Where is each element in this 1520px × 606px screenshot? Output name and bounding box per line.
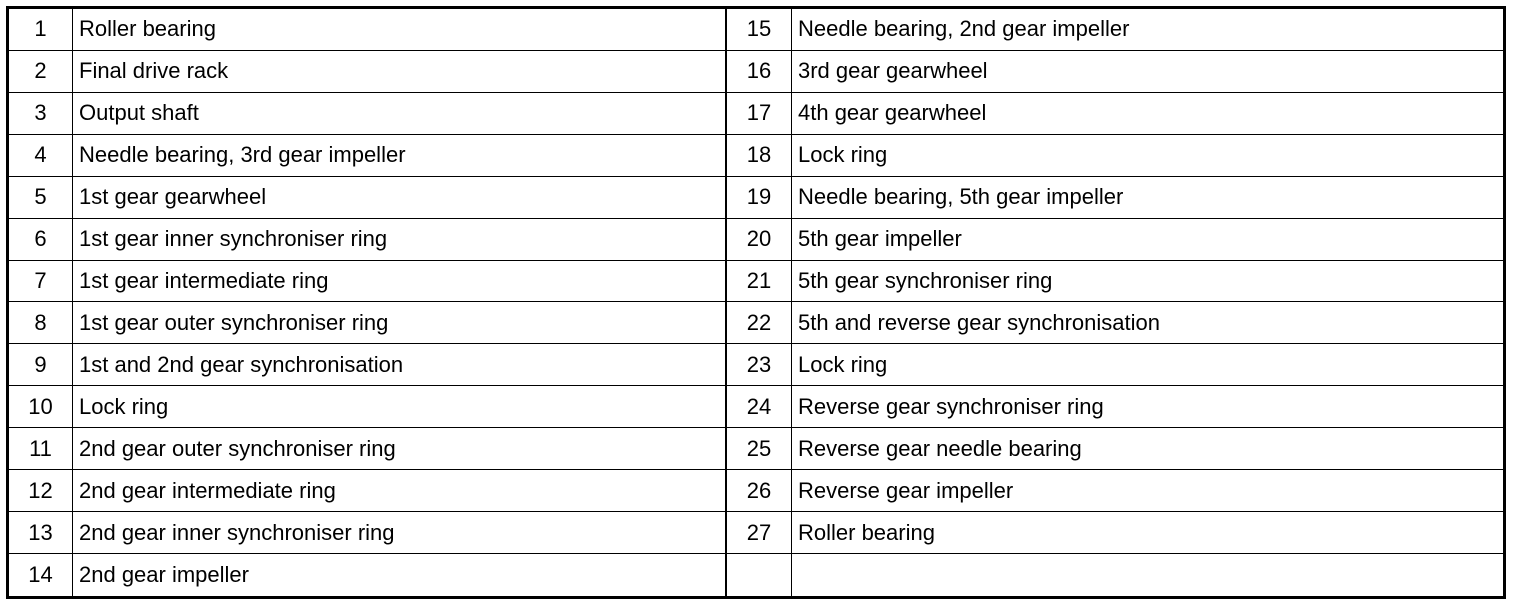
part-number [727,554,792,596]
part-number: 11 [9,428,73,469]
part-name: 5th and reverse gear synchronisation [798,309,1160,335]
part-number: 3 [9,93,73,134]
legend-left-column [9,9,727,596]
part-number: 10 [9,386,73,427]
part-name: 5th gear synchroniser ring [798,268,1053,294]
table-row [727,344,1503,386]
part-number: 27 [727,512,792,553]
table-row [9,51,725,93]
part-name: Needle bearing, 5th gear impeller [798,184,1124,210]
table-row [727,51,1503,93]
table-row [727,302,1503,344]
part-name: 1st and 2nd gear synchronisation [79,351,404,377]
table-row [9,177,725,219]
part-number: 23 [727,344,792,385]
table-row [9,428,725,470]
table-row [9,135,725,177]
part-number: 7 [9,261,73,302]
part-name: Needle bearing, 2nd gear impeller [798,16,1130,42]
table-row [9,9,725,51]
part-name: 5th gear impeller [798,226,962,252]
part-number: 19 [727,177,792,218]
table-row [9,386,725,428]
part-number: 20 [727,219,792,260]
part-number: 1 [9,9,73,50]
table-row [9,261,725,303]
part-name: Needle bearing, 3rd gear impeller [79,142,406,168]
table-row [727,470,1503,512]
part-name: Reverse gear synchroniser ring [798,393,1104,419]
table-row [9,344,725,386]
part-number: 16 [727,51,792,92]
part-name: Roller bearing [79,16,216,42]
parts-legend-table [6,6,1506,599]
part-number: 13 [9,512,73,553]
table-row [727,386,1503,428]
part-name: Lock ring [798,142,888,168]
part-number: 17 [727,93,792,134]
part-number: 21 [727,261,792,302]
table-row [9,470,725,512]
empty-table-row [727,554,1503,596]
part-number: 6 [9,219,73,260]
part-number: 24 [727,386,792,427]
part-name: 1st gear intermediate ring [79,268,329,294]
table-row [727,177,1503,219]
part-number: 15 [727,9,792,50]
part-name: 2nd gear outer synchroniser ring [79,435,396,461]
part-name: 2nd gear impeller [79,562,249,588]
part-number: 8 [9,302,73,343]
part-number: 25 [727,428,792,469]
table-row [9,554,725,596]
table-row [727,135,1503,177]
table-row [727,9,1503,51]
part-name: 4th gear gearwheel [798,100,987,126]
part-number: 22 [727,302,792,343]
table-row [727,428,1503,470]
part-number: 5 [9,177,73,218]
table-row [727,512,1503,554]
part-number: 12 [9,470,73,511]
part-name: 2nd gear intermediate ring [79,477,336,503]
table-row [9,219,725,261]
part-name: Roller bearing [798,519,935,545]
table-row [9,302,725,344]
table-row [727,261,1503,303]
part-name: Reverse gear impeller [798,477,1014,503]
part-number: 9 [9,344,73,385]
part-name: 3rd gear gearwheel [798,58,988,84]
legend-right-column [727,9,1503,596]
table-row [9,93,725,135]
table-row [727,93,1503,135]
table-row [727,219,1503,261]
part-name: 1st gear outer synchroniser ring [79,309,389,335]
part-name: Lock ring [798,351,888,377]
table-row [9,512,725,554]
part-number: 26 [727,470,792,511]
part-number: 14 [9,554,73,596]
part-name: Lock ring [79,393,169,419]
part-name [792,554,1503,596]
part-name: 2nd gear inner synchroniser ring [79,519,395,545]
part-name: 1st gear inner synchroniser ring [79,226,388,252]
part-name: Output shaft [79,100,199,126]
part-number: 2 [9,51,73,92]
part-name: Reverse gear needle bearing [798,435,1082,461]
part-name: Final drive rack [79,58,229,84]
part-name: 1st gear gearwheel [79,184,267,210]
part-number: 18 [727,135,792,176]
part-number: 4 [9,135,73,176]
